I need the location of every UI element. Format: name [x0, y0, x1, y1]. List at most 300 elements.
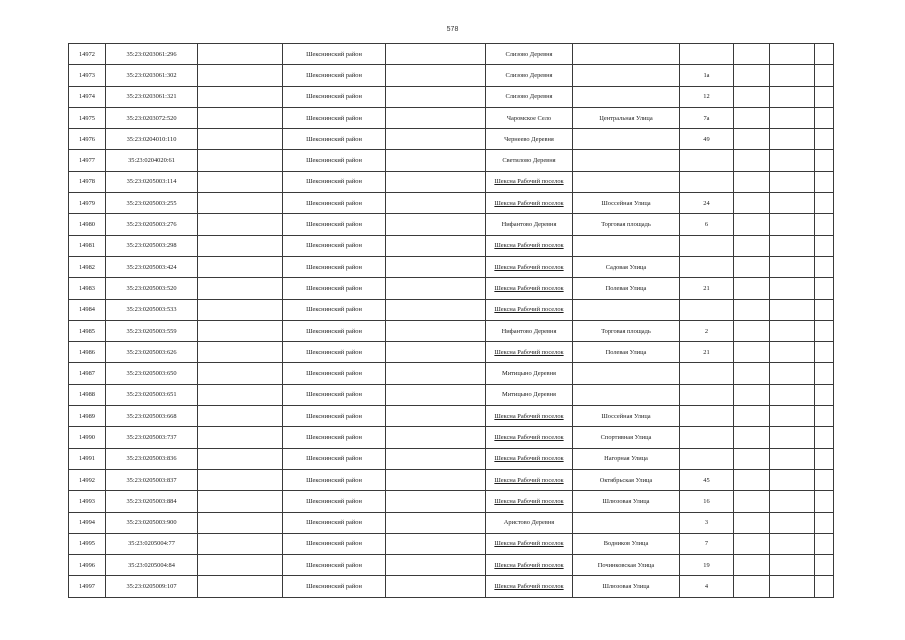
empty-cell: [198, 299, 283, 320]
empty-cell: [734, 256, 770, 277]
empty-cell: [386, 320, 486, 341]
district-cell: Шекснинский район: [283, 107, 386, 128]
empty-cell: [198, 150, 283, 171]
table-row: [69, 342, 834, 363]
house-number-cell: [680, 44, 734, 65]
empty-cell: [734, 150, 770, 171]
empty-cell: [386, 256, 486, 277]
row-number-cell: 14972: [69, 44, 106, 65]
empty-cell: [386, 278, 486, 299]
empty-cell: [386, 384, 486, 405]
locality-cell: Шексна Рабочий поселок: [486, 576, 573, 597]
street-cell: [573, 512, 680, 533]
street-cell: Шоссейная Улица: [573, 193, 680, 214]
empty-cell: [770, 44, 815, 65]
empty-cell: [734, 214, 770, 235]
empty-cell: [734, 342, 770, 363]
empty-cell: [770, 576, 815, 597]
street-cell: Шлюзовая Улица: [573, 491, 680, 512]
locality-cell: Шексна Рабочий поселок: [486, 469, 573, 490]
empty-cell: [198, 320, 283, 341]
district-cell: Шекснинский район: [283, 384, 386, 405]
empty-cell: [770, 427, 815, 448]
locality-cell: Нифантово Деревня: [486, 320, 573, 341]
empty-cell: [386, 491, 486, 512]
house-number-cell: 49: [680, 129, 734, 150]
empty-cell: [734, 65, 770, 86]
house-number-cell: 6: [680, 214, 734, 235]
district-cell: Шекснинский район: [283, 150, 386, 171]
empty-cell: [770, 533, 815, 554]
empty-cell: [734, 363, 770, 384]
house-number-cell: [680, 363, 734, 384]
table-row: [69, 256, 834, 277]
cadastral-number-cell: 35:23:0205003:298: [106, 235, 198, 256]
locality-cell: Слизово Деревня: [486, 86, 573, 107]
street-cell: Спортивная Улица: [573, 427, 680, 448]
empty-cell: [815, 235, 834, 256]
row-number-cell: 14991: [69, 448, 106, 469]
empty-cell: [815, 193, 834, 214]
row-number-cell: 14997: [69, 576, 106, 597]
street-cell: Торговая площадь: [573, 214, 680, 235]
empty-cell: [770, 171, 815, 192]
empty-cell: [386, 427, 486, 448]
empty-cell: [734, 320, 770, 341]
empty-cell: [198, 427, 283, 448]
house-number-cell: 16: [680, 491, 734, 512]
empty-cell: [770, 150, 815, 171]
empty-cell: [770, 512, 815, 533]
table-row: [69, 214, 834, 235]
house-number-cell: [680, 299, 734, 320]
empty-cell: [770, 555, 815, 576]
empty-cell: [815, 214, 834, 235]
table-row: [69, 193, 834, 214]
table-row: [69, 65, 834, 86]
empty-cell: [386, 576, 486, 597]
house-number-cell: 7: [680, 533, 734, 554]
district-cell: Шекснинский район: [283, 406, 386, 427]
house-number-cell: [680, 448, 734, 469]
house-number-cell: 24: [680, 193, 734, 214]
district-cell: Шекснинский район: [283, 129, 386, 150]
street-cell: [573, 44, 680, 65]
row-number-cell: 14992: [69, 469, 106, 490]
district-cell: Шекснинский район: [283, 65, 386, 86]
empty-cell: [198, 256, 283, 277]
cadastral-number-cell: 35:23:0205003:900: [106, 512, 198, 533]
empty-cell: [198, 129, 283, 150]
empty-cell: [815, 86, 834, 107]
empty-cell: [770, 86, 815, 107]
table-row: [69, 576, 834, 597]
empty-cell: [198, 406, 283, 427]
row-number-cell: 14983: [69, 278, 106, 299]
empty-cell: [734, 427, 770, 448]
cadastral-number-cell: 35:23:0204010:110: [106, 129, 198, 150]
district-cell: Шекснинский район: [283, 86, 386, 107]
district-cell: Шекснинский район: [283, 491, 386, 512]
row-number-cell: 14993: [69, 491, 106, 512]
street-cell: Шлюзовая Улица: [573, 576, 680, 597]
empty-cell: [386, 65, 486, 86]
house-number-cell: [680, 150, 734, 171]
empty-cell: [198, 278, 283, 299]
district-cell: Шекснинский район: [283, 193, 386, 214]
empty-cell: [198, 342, 283, 363]
street-cell: [573, 129, 680, 150]
empty-cell: [770, 299, 815, 320]
table-row: [69, 86, 834, 107]
street-cell: [573, 363, 680, 384]
district-cell: Шекснинский район: [283, 576, 386, 597]
row-number-cell: 14985: [69, 320, 106, 341]
empty-cell: [815, 278, 834, 299]
row-number-cell: 14990: [69, 427, 106, 448]
row-number-cell: 14989: [69, 406, 106, 427]
cadastral-number-cell: 35:23:0205003:559: [106, 320, 198, 341]
table-row: [69, 299, 834, 320]
cadastral-number-cell: 35:23:0205004:84: [106, 555, 198, 576]
empty-cell: [815, 555, 834, 576]
district-cell: Шекснинский район: [283, 320, 386, 341]
empty-cell: [815, 427, 834, 448]
empty-cell: [815, 363, 834, 384]
empty-cell: [198, 491, 283, 512]
empty-cell: [815, 512, 834, 533]
empty-cell: [386, 363, 486, 384]
cadastral-number-cell: 35:23:0204020:61: [106, 150, 198, 171]
house-number-cell: 1а: [680, 65, 734, 86]
cadastral-number-cell: 35:23:0205003:836: [106, 448, 198, 469]
locality-cell: Шексна Рабочий поселок: [486, 427, 573, 448]
house-number-cell: 45: [680, 469, 734, 490]
street-cell: Полевая Улица: [573, 278, 680, 299]
empty-cell: [198, 107, 283, 128]
locality-cell: Шексна Рабочий поселок: [486, 299, 573, 320]
locality-cell: Шексна Рабочий поселок: [486, 256, 573, 277]
empty-cell: [386, 44, 486, 65]
empty-cell: [734, 406, 770, 427]
street-cell: Нагорная Улица: [573, 448, 680, 469]
table-row: [69, 512, 834, 533]
empty-cell: [386, 342, 486, 363]
empty-cell: [386, 448, 486, 469]
empty-cell: [815, 256, 834, 277]
empty-cell: [770, 256, 815, 277]
district-cell: Шекснинский район: [283, 363, 386, 384]
locality-cell: Шексна Рабочий поселок: [486, 193, 573, 214]
empty-cell: [815, 406, 834, 427]
locality-cell: Шексна Рабочий поселок: [486, 278, 573, 299]
row-number-cell: 14973: [69, 65, 106, 86]
table-row: [69, 363, 834, 384]
street-cell: Центральная Улица: [573, 107, 680, 128]
empty-cell: [198, 86, 283, 107]
empty-cell: [734, 129, 770, 150]
empty-cell: [198, 384, 283, 405]
empty-cell: [770, 278, 815, 299]
table-row: [69, 150, 834, 171]
cadastral-number-cell: 35:23:0205003:114: [106, 171, 198, 192]
table-row: [69, 406, 834, 427]
empty-cell: [198, 448, 283, 469]
empty-cell: [734, 44, 770, 65]
locality-cell: Митицыно Деревня: [486, 363, 573, 384]
house-number-cell: 12: [680, 86, 734, 107]
district-cell: Шекснинский район: [283, 427, 386, 448]
empty-cell: [734, 86, 770, 107]
house-number-cell: 19: [680, 555, 734, 576]
district-cell: Шекснинский район: [283, 44, 386, 65]
table-row: [69, 129, 834, 150]
row-number-cell: 14988: [69, 384, 106, 405]
empty-cell: [734, 193, 770, 214]
empty-cell: [386, 214, 486, 235]
street-cell: Водников Улица: [573, 533, 680, 554]
locality-cell: Митицыно Деревня: [486, 384, 573, 405]
house-number-cell: 3: [680, 512, 734, 533]
row-number-cell: 14980: [69, 214, 106, 235]
district-cell: Шекснинский район: [283, 171, 386, 192]
cadastral-number-cell: 35:23:0205009:107: [106, 576, 198, 597]
empty-cell: [734, 512, 770, 533]
cadastral-number-cell: 35:23:0205003:651: [106, 384, 198, 405]
street-cell: Торговая площадь: [573, 320, 680, 341]
locality-cell: Шексна Рабочий поселок: [486, 406, 573, 427]
table-row: [69, 491, 834, 512]
table-row: [69, 384, 834, 405]
street-cell: Садовая Улица: [573, 256, 680, 277]
street-cell: [573, 65, 680, 86]
empty-cell: [815, 299, 834, 320]
empty-cell: [734, 235, 770, 256]
empty-cell: [815, 576, 834, 597]
row-number-cell: 14987: [69, 363, 106, 384]
cadastral-number-cell: 35:23:0205003:276: [106, 214, 198, 235]
empty-cell: [815, 342, 834, 363]
empty-cell: [734, 278, 770, 299]
empty-cell: [815, 469, 834, 490]
empty-cell: [198, 555, 283, 576]
registry-table-body: [69, 44, 834, 598]
empty-cell: [386, 86, 486, 107]
empty-cell: [815, 320, 834, 341]
row-number-cell: 14974: [69, 86, 106, 107]
locality-cell: Слизово Деревня: [486, 44, 573, 65]
street-cell: [573, 171, 680, 192]
empty-cell: [770, 235, 815, 256]
empty-cell: [770, 320, 815, 341]
district-cell: Шекснинский район: [283, 256, 386, 277]
table-row: [69, 171, 834, 192]
locality-cell: Нифантово Деревня: [486, 214, 573, 235]
row-number-cell: 14982: [69, 256, 106, 277]
empty-cell: [770, 107, 815, 128]
empty-cell: [815, 171, 834, 192]
house-number-cell: [680, 427, 734, 448]
row-number-cell: 14981: [69, 235, 106, 256]
empty-cell: [386, 299, 486, 320]
empty-cell: [386, 171, 486, 192]
empty-cell: [734, 448, 770, 469]
empty-cell: [734, 555, 770, 576]
street-cell: [573, 299, 680, 320]
street-cell: [573, 384, 680, 405]
cadastral-number-cell: 35:23:0203072:520: [106, 107, 198, 128]
empty-cell: [815, 65, 834, 86]
empty-cell: [198, 576, 283, 597]
house-number-cell: [680, 384, 734, 405]
row-number-cell: 14977: [69, 150, 106, 171]
district-cell: Шекснинский район: [283, 235, 386, 256]
table-row: [69, 44, 834, 65]
empty-cell: [815, 533, 834, 554]
table-row: [69, 533, 834, 554]
row-number-cell: 14986: [69, 342, 106, 363]
table-row: [69, 235, 834, 256]
locality-cell: Шексна Рабочий поселок: [486, 171, 573, 192]
street-cell: Полевая Улица: [573, 342, 680, 363]
empty-cell: [815, 448, 834, 469]
empty-cell: [815, 384, 834, 405]
district-cell: Шекснинский район: [283, 448, 386, 469]
district-cell: Шекснинский район: [283, 342, 386, 363]
empty-cell: [198, 512, 283, 533]
empty-cell: [770, 448, 815, 469]
house-number-cell: [680, 406, 734, 427]
locality-cell: Шексна Рабочий поселок: [486, 491, 573, 512]
empty-cell: [386, 107, 486, 128]
empty-cell: [734, 576, 770, 597]
empty-cell: [815, 150, 834, 171]
table-row: [69, 469, 834, 490]
empty-cell: [815, 129, 834, 150]
empty-cell: [198, 44, 283, 65]
street-cell: [573, 150, 680, 171]
empty-cell: [734, 107, 770, 128]
cadastral-number-cell: 35:23:0205004:77: [106, 533, 198, 554]
locality-cell: Аристово Деревня: [486, 512, 573, 533]
page-number: 578: [446, 26, 459, 33]
empty-cell: [770, 363, 815, 384]
cadastral-number-cell: 35:23:0205003:520: [106, 278, 198, 299]
district-cell: Шекснинский район: [283, 512, 386, 533]
row-number-cell: 14996: [69, 555, 106, 576]
table-row: [69, 107, 834, 128]
locality-cell: Шексна Рабочий поселок: [486, 448, 573, 469]
district-cell: Шекснинский район: [283, 533, 386, 554]
empty-cell: [734, 469, 770, 490]
empty-cell: [734, 533, 770, 554]
locality-cell: Чаромское Село: [486, 107, 573, 128]
empty-cell: [770, 129, 815, 150]
house-number-cell: [680, 256, 734, 277]
cadastral-number-cell: 35:23:0203061:321: [106, 86, 198, 107]
house-number-cell: [680, 235, 734, 256]
empty-cell: [198, 533, 283, 554]
house-number-cell: 21: [680, 278, 734, 299]
street-cell: Шоссейная Улица: [573, 406, 680, 427]
cadastral-number-cell: 35:23:0203061:302: [106, 65, 198, 86]
locality-cell: Шексна Рабочий поселок: [486, 555, 573, 576]
empty-cell: [198, 235, 283, 256]
locality-cell: Светилово Деревня: [486, 150, 573, 171]
empty-cell: [815, 491, 834, 512]
district-cell: Шекснинский район: [283, 555, 386, 576]
empty-cell: [770, 384, 815, 405]
table-row: [69, 427, 834, 448]
empty-cell: [770, 491, 815, 512]
cadastral-number-cell: 35:23:0205003:837: [106, 469, 198, 490]
empty-cell: [734, 299, 770, 320]
house-number-cell: 2: [680, 320, 734, 341]
cadastral-number-cell: 35:23:0203061:296: [106, 44, 198, 65]
table-row: [69, 278, 834, 299]
row-number-cell: 14995: [69, 533, 106, 554]
cadastral-number-cell: 35:23:0205003:884: [106, 491, 198, 512]
empty-cell: [198, 214, 283, 235]
empty-cell: [734, 171, 770, 192]
empty-cell: [386, 469, 486, 490]
empty-cell: [198, 171, 283, 192]
street-cell: [573, 235, 680, 256]
house-number-cell: 4: [680, 576, 734, 597]
cadastral-number-cell: 35:23:0205003:533: [106, 299, 198, 320]
locality-cell: Шексна Рабочий поселок: [486, 235, 573, 256]
empty-cell: [198, 193, 283, 214]
empty-cell: [815, 107, 834, 128]
empty-cell: [386, 235, 486, 256]
locality-cell: Чернеево Деревня: [486, 129, 573, 150]
empty-cell: [386, 193, 486, 214]
empty-cell: [198, 65, 283, 86]
empty-cell: [770, 193, 815, 214]
empty-cell: [386, 129, 486, 150]
empty-cell: [734, 384, 770, 405]
locality-cell: Шексна Рабочий поселок: [486, 342, 573, 363]
row-number-cell: 14979: [69, 193, 106, 214]
empty-cell: [198, 469, 283, 490]
district-cell: Шекснинский район: [283, 469, 386, 490]
empty-cell: [815, 44, 834, 65]
cadastral-number-cell: 35:23:0205003:737: [106, 427, 198, 448]
empty-cell: [770, 342, 815, 363]
row-number-cell: 14994: [69, 512, 106, 533]
table-row: [69, 320, 834, 341]
empty-cell: [198, 363, 283, 384]
empty-cell: [770, 406, 815, 427]
empty-cell: [770, 65, 815, 86]
empty-cell: [770, 214, 815, 235]
table-row: [69, 448, 834, 469]
empty-cell: [386, 533, 486, 554]
empty-cell: [386, 512, 486, 533]
locality-cell: Слизово Деревня: [486, 65, 573, 86]
cadastral-number-cell: 35:23:0205003:424: [106, 256, 198, 277]
house-number-cell: 7а: [680, 107, 734, 128]
street-cell: Починковская Улица: [573, 555, 680, 576]
empty-cell: [386, 406, 486, 427]
empty-cell: [386, 150, 486, 171]
empty-cell: [734, 491, 770, 512]
district-cell: Шекснинский район: [283, 214, 386, 235]
house-number-cell: 21: [680, 342, 734, 363]
table-row: [69, 555, 834, 576]
cadastral-number-cell: 35:23:0205003:668: [106, 406, 198, 427]
row-number-cell: 14984: [69, 299, 106, 320]
